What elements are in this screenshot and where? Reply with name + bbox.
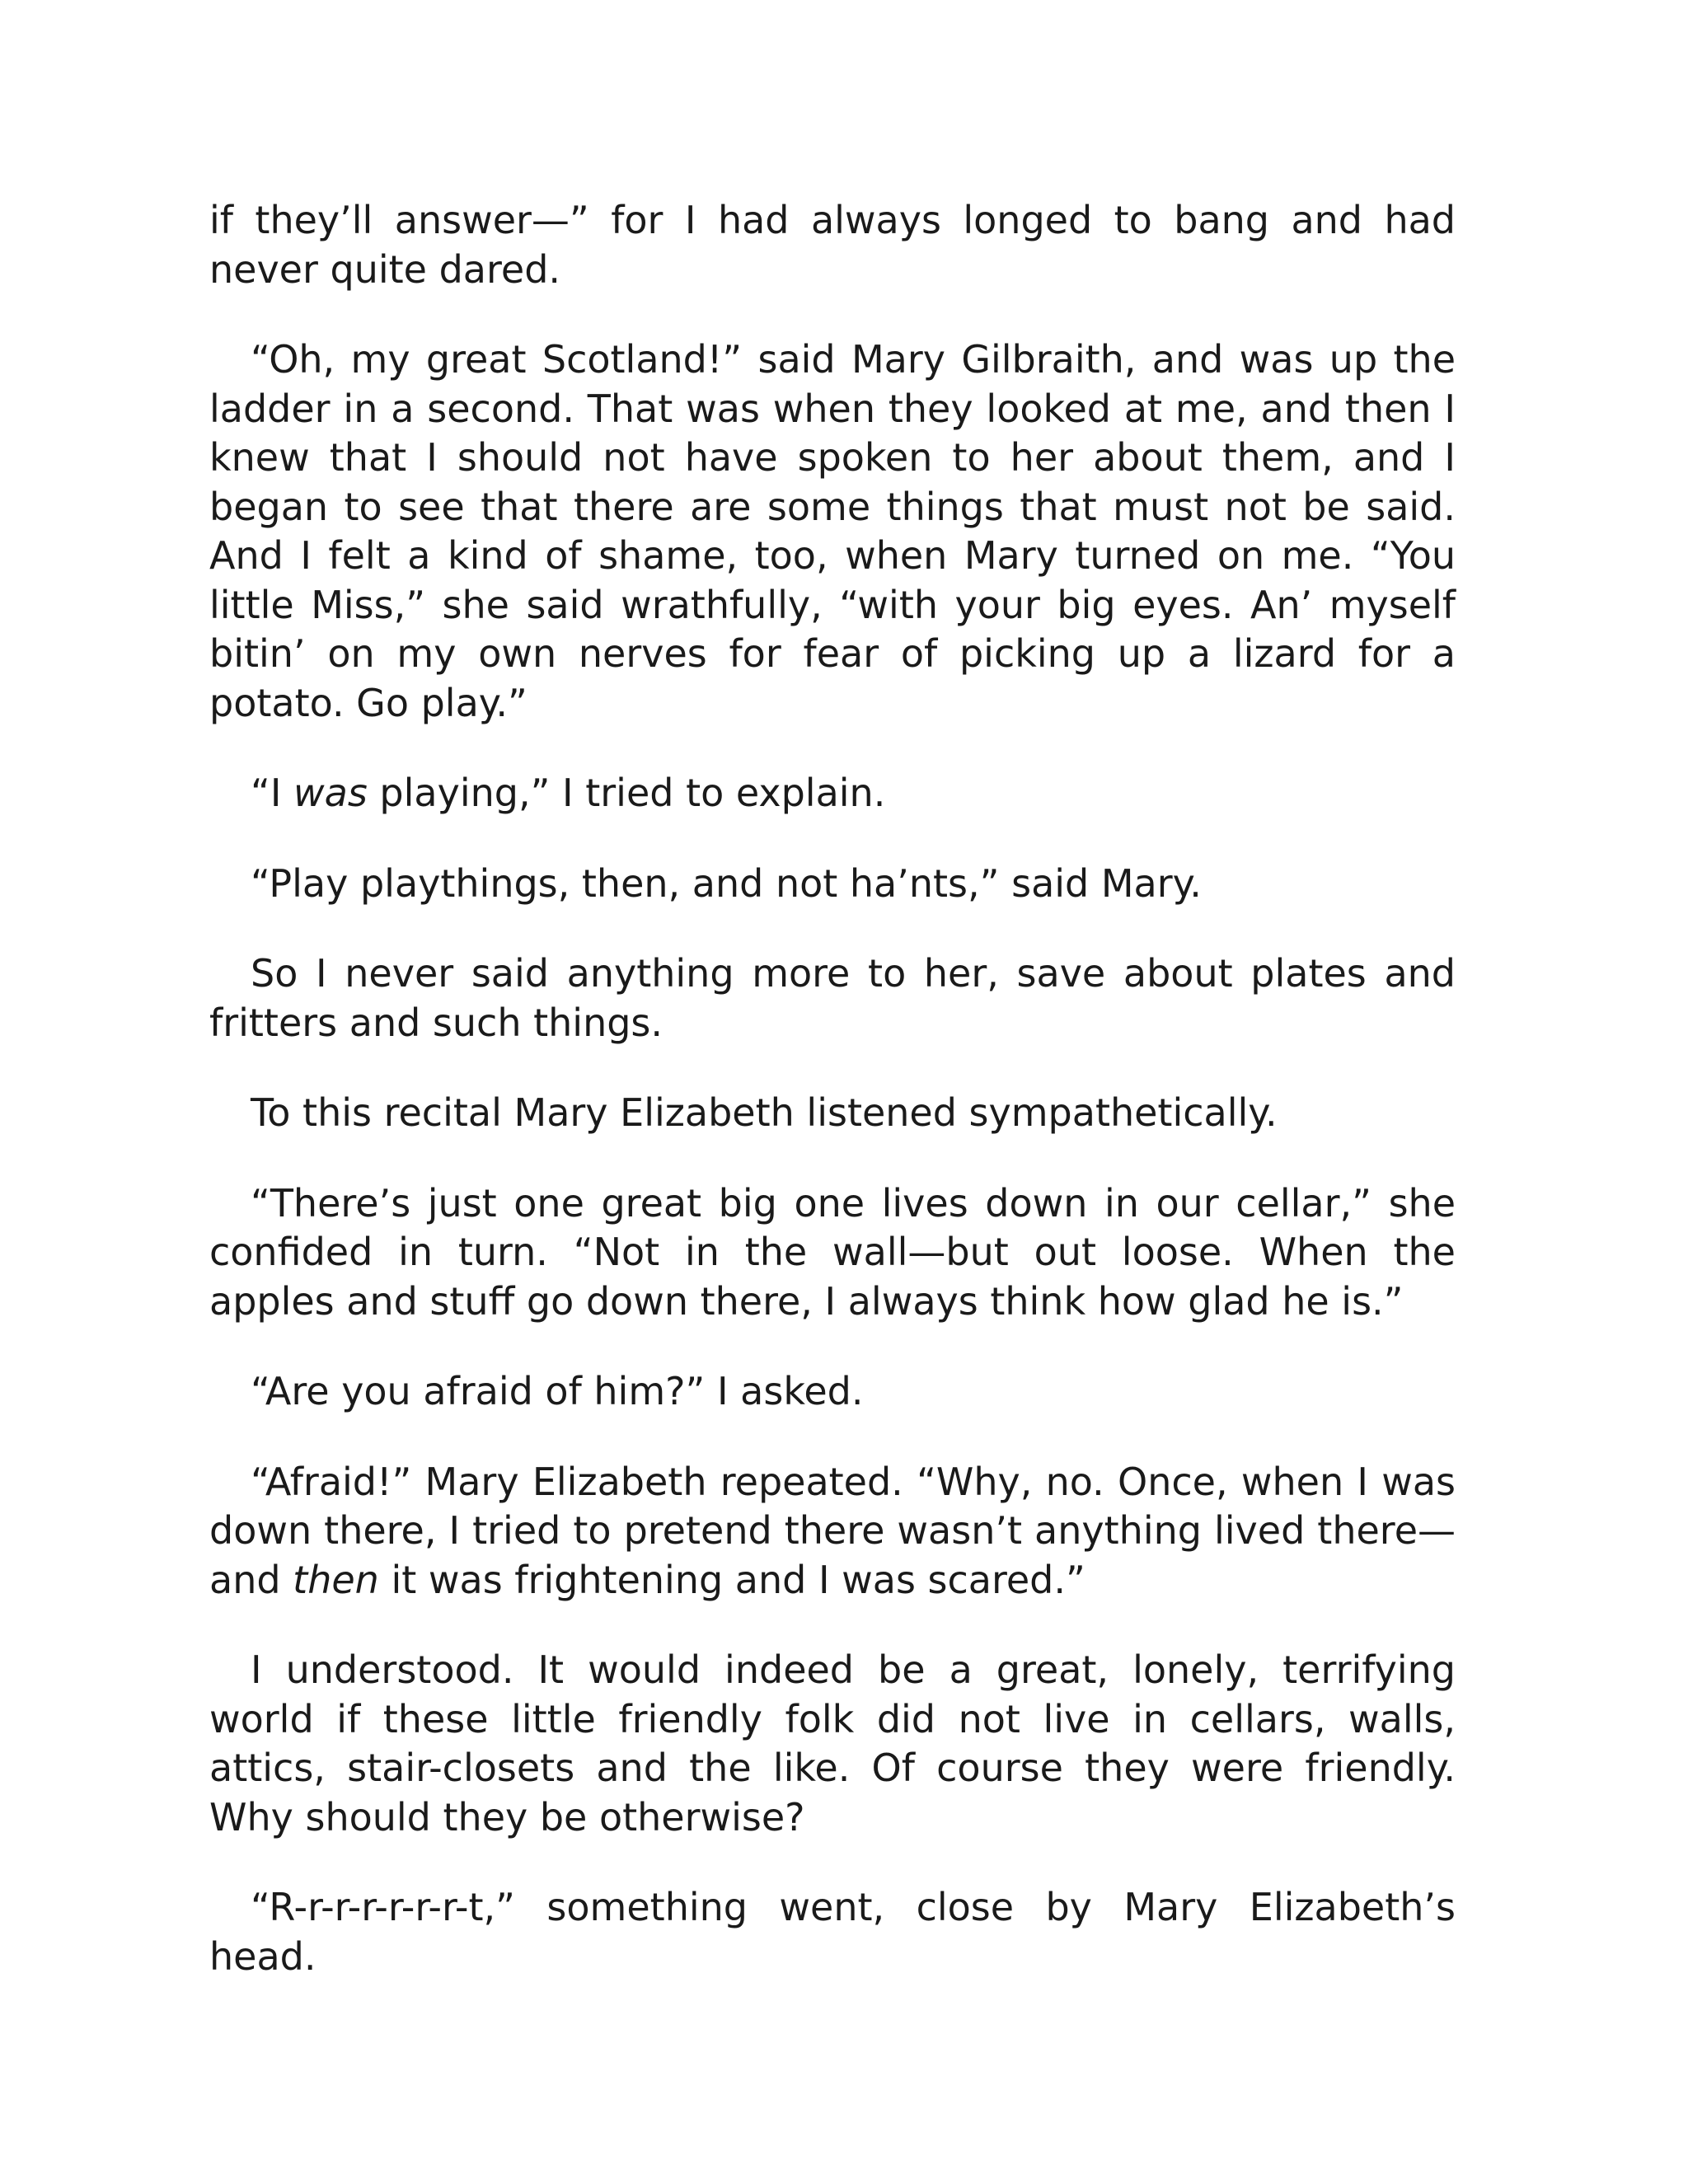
paragraph-5-text: So I never said anything more to her, save about plates and fritters and such things. <box>209 951 1456 1045</box>
paragraph-3-text-a: “I <box>251 771 294 815</box>
paragraph-10-text: I understood. It would indeed be a great, lonely, terrifying world if these little friendly folk did not live in cellars, walls, attics, stair-closets and the like. Of course they were friendly. Why should they be otherwise? <box>209 1647 1456 1840</box>
paragraph-11 <box>209 1883 1456 1981</box>
paragraph-6 <box>209 1089 1456 1138</box>
paragraph-3-emphasis: was <box>293 771 368 815</box>
paragraph-9-emphasis: then <box>293 1557 379 1602</box>
paragraph-11-text: “R-r-r-r-r-r-r-t,” something went, close by Mary Elizabeth’s head. <box>209 1885 1456 1979</box>
paragraph-1-text: if they’ll answer—” for I had always longed to bang and had never quite dared. <box>209 198 1456 292</box>
paragraph-4-text: “Play playthings, then, and not ha’nts,” said Mary. <box>251 860 1202 906</box>
body-text <box>209 196 1456 2022</box>
paragraph-8-text: “Are you afraid of him?” I asked. <box>251 1369 864 1413</box>
paragraph-1 <box>209 196 1456 294</box>
paragraph-3 <box>209 769 1456 818</box>
paragraph-6-text: To this recital Mary Elizabeth listened sympathetically. <box>251 1090 1278 1135</box>
paragraph-3-text-b: playing,” I tried to explain. <box>367 771 886 815</box>
paragraph-7-text: “There’s just one great big one lives down in our cellar,” she confided in turn. “Not in the wall—but out loose. When the apples and stuff go down there, I always think how glad he is.” <box>209 1180 1456 1324</box>
paragraph-9-text-a: “Afraid!” Mary Elizabeth repeated. “Why, no. Once, when I was down there, I tried to pretend there wasn’t anything lived there—and <box>209 1459 1456 1602</box>
paragraph-9 <box>209 1458 1456 1605</box>
paragraph-2 <box>209 335 1456 728</box>
paragraph-8 <box>209 1367 1456 1417</box>
paragraph-10 <box>209 1646 1456 1842</box>
paragraph-7 <box>209 1179 1456 1327</box>
paragraph-5 <box>209 949 1456 1047</box>
paragraph-4 <box>209 860 1456 909</box>
paragraph-2-text: “Oh, my great Scotland!” said Mary Gilbraith, and was up the ladder in a second. That was when they looked at me, and then I knew that I should not have spoken to her about them, and I began to see that there are some things that must not be said. And I felt a kind of shame, too, when Mary turned on me. “You little Miss,” she said wrathfully, “with your big eyes. An’ myself bitin’ on my own nerves for fear of picking up a lizard for a potato. Go play.” <box>209 337 1456 725</box>
paragraph-9-text-b: it was frightening and I was scared.” <box>378 1557 1085 1602</box>
